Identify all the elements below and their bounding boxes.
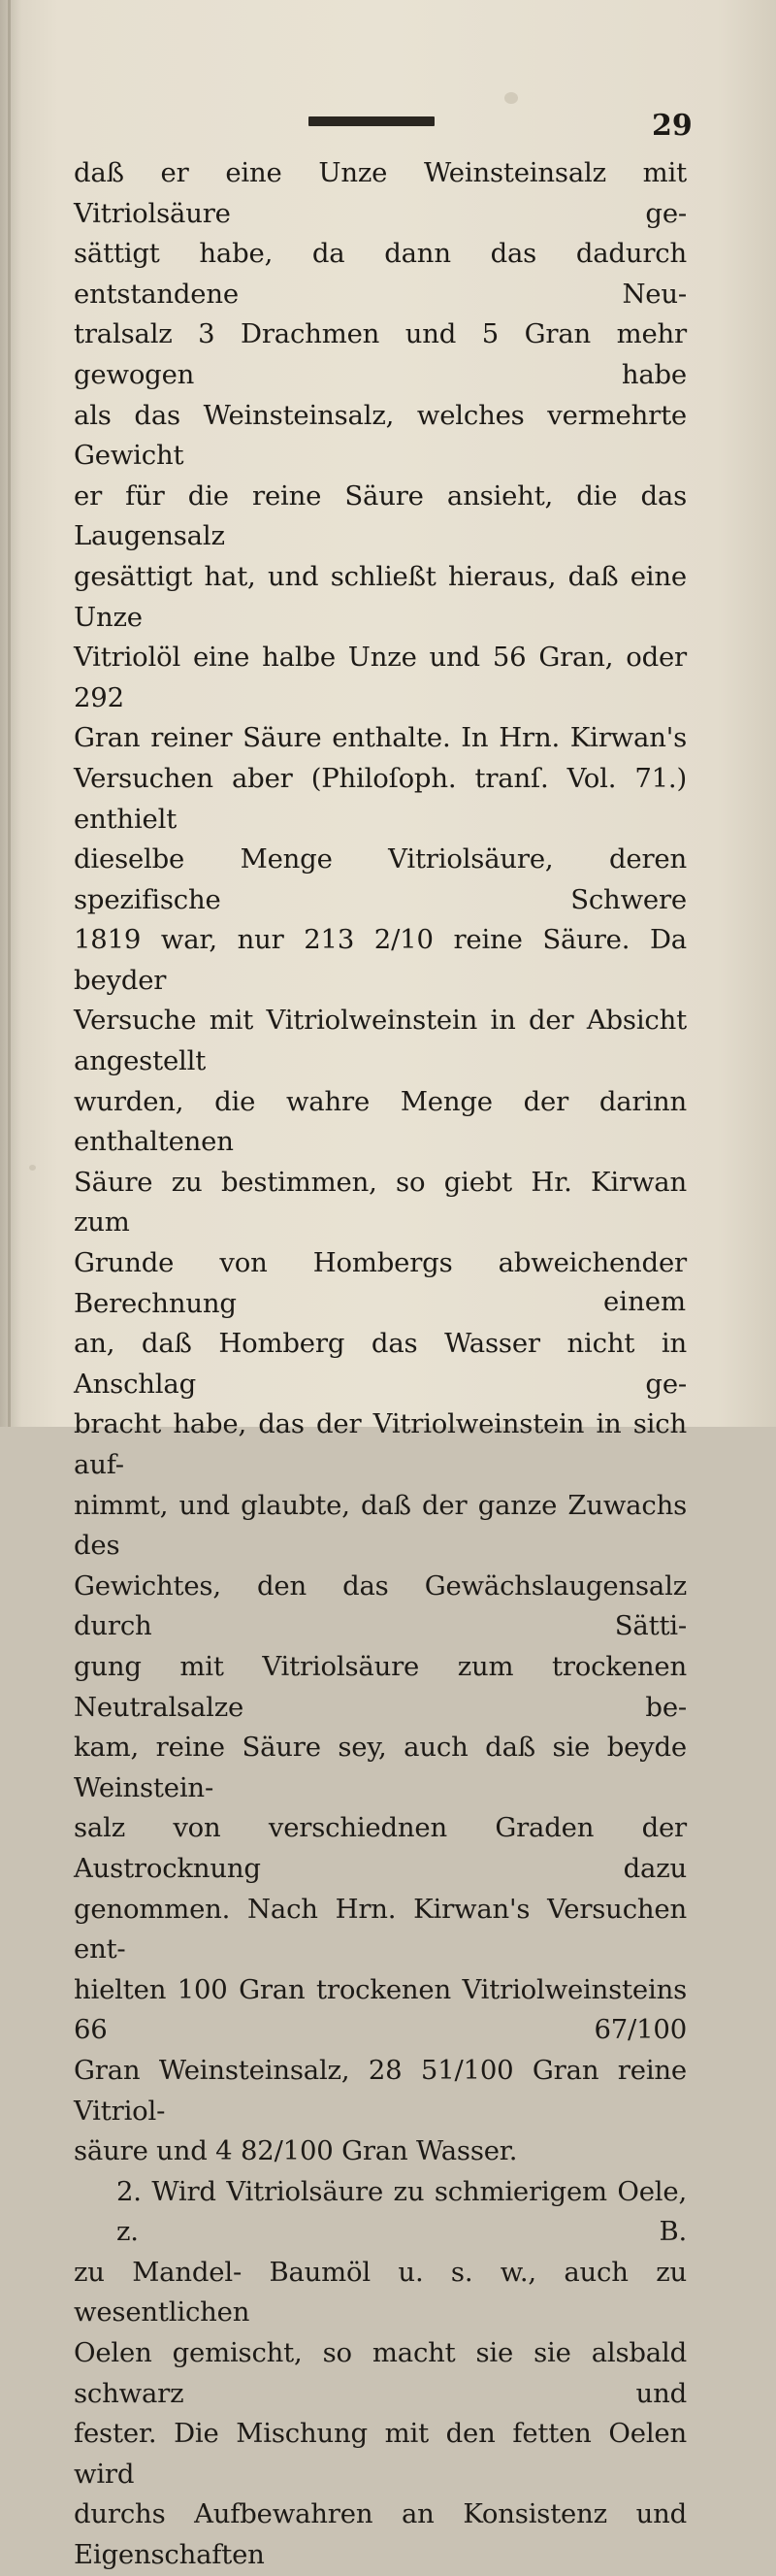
- paper-stain: [29, 1165, 36, 1171]
- binding-gutter: [8, 0, 11, 1427]
- page-number: 29: [652, 109, 693, 143]
- text-line: sättigt habe, da dann das dadurch entstandene Neu-: [74, 238, 687, 310]
- text-line: gesättigt hat, und schließt hieraus, daß eine Unze: [74, 560, 687, 633]
- text-line: Gran reiner Säure enthalte. In Hrn. Kirwan's: [74, 722, 687, 754]
- text-line: daß er eine Unze Weinsteinsalz mit Vitriolsäure ge-: [74, 157, 687, 229]
- text-line: gung mit Vitriolsäure zum trockenen Neutralsalze be-: [74, 1650, 687, 1723]
- text-line: Gran Weinsteinsalz, 28 51/100 Gran reine Vitriol-: [74, 2054, 687, 2127]
- text-line: an, daß Homberg das Wasser nicht in Anschlag ge-: [74, 1328, 687, 1400]
- text-line: 1819 war, nur 213 2/10 reine Säure. Da beyder: [74, 924, 687, 996]
- text-line: fester. Die Mischung mit den fetten Oelen wird: [74, 2418, 687, 2490]
- text-line: Grunde von Hombergs abweichender Berechnung: [74, 1247, 687, 1319]
- text-line: genommen. Nach Hrn. Kirwan's Versuchen ent-: [74, 1893, 687, 1965]
- body-text: [74, 153, 687, 2576]
- text-line: zu Mandel- Baumöl u. s. w., auch zu wesentlichen: [74, 2256, 687, 2328]
- text-line: 2. Wird Vitriolsäure zu schmierigem Oele, z. B.: [116, 2175, 687, 2248]
- text-line: Gewichtes, den das Gewächslaugensalz durch Sätti-: [74, 1569, 687, 1642]
- text-line: säure und 4 82/100 Gran Wasser.: [74, 2135, 518, 2167]
- header-rule: [308, 116, 435, 126]
- text-line: bracht habe, das der Vitriolweinstein in sich auf-: [74, 1408, 687, 1480]
- text-line: wurden, die wahre Menge der darinn enthaltenen: [74, 1085, 687, 1158]
- text-line: dieselbe Menge Vitriolsäure, deren spezifische Schwere: [74, 843, 687, 915]
- text-line: durchs Aufbewahren an Konsistenz und Eigenschaften: [74, 2498, 687, 2571]
- text-line: Versuche mit Vitriolweinstein in der Absicht angestellt: [74, 1005, 687, 1077]
- text-line: er für die reine Säure ansieht, die das Laugensalz: [74, 479, 687, 552]
- catchword: einem: [603, 1286, 687, 1317]
- text-line: tralsalz 3 Drachmen und 5 Gran mehr gewogen habe: [74, 318, 687, 390]
- text-line: nimmt, und glaubte, daß der ganze Zuwachs des: [74, 1489, 687, 1562]
- text-line: Oelen gemischt, so macht sie sie alsbald schwarz und: [74, 2337, 687, 2409]
- text-line: als das Weinsteinsalz, welches vermehrte Gewicht: [74, 399, 687, 472]
- text-line: Säure zu bestimmen, so giebt Hr. Kirwan zum: [74, 1166, 687, 1238]
- text-line: hielten 100 Gran trockenen Vitriolweinsteins 66 67/100: [74, 1973, 687, 2046]
- paper-stain: [504, 92, 518, 104]
- text-line: Versuchen aber (Philoſoph. tranſ. Vol. 71.) enthielt: [74, 762, 687, 835]
- text-line: kam, reine Säure sey, auch daß sie beyde Weinstein-: [74, 1732, 687, 1803]
- text-line: salz von verschiednen Graden der Austrocknung dazu: [74, 1812, 687, 1884]
- text-line: Vitriolöl eine halbe Unze und 56 Gran, oder 292: [74, 642, 687, 713]
